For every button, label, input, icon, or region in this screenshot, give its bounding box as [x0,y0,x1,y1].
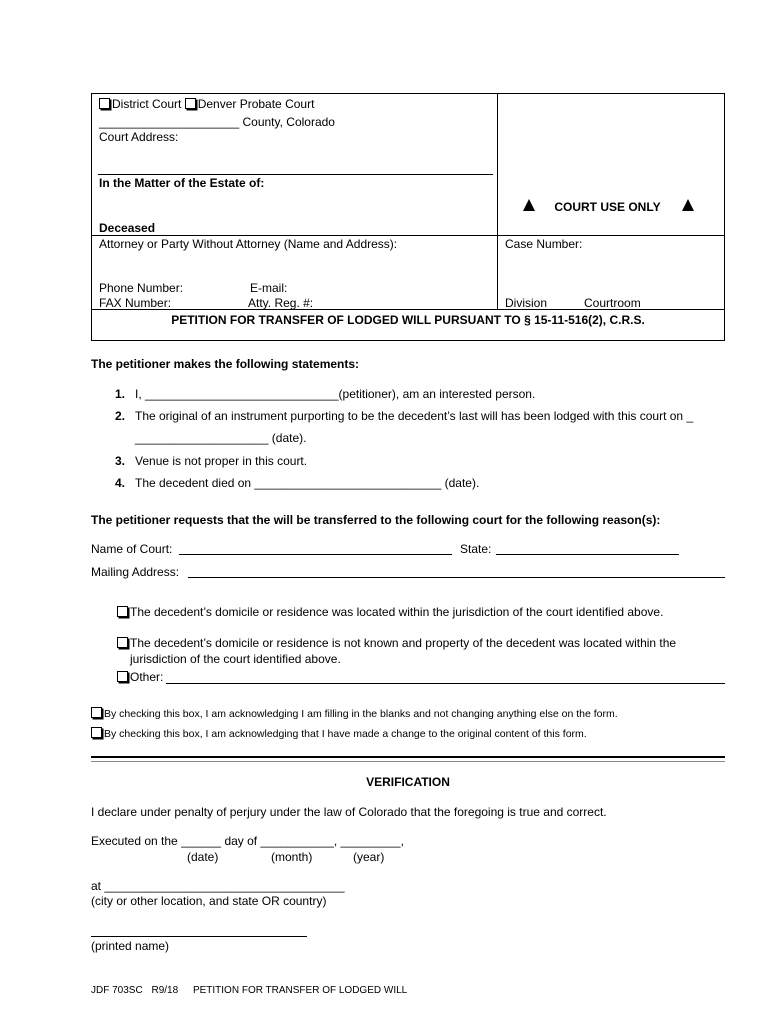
reason-2-checkbox[interactable] [117,637,128,648]
ack-2-label: By checking this box, I am acknowledging that I have made a change to the original content of this form. [104,728,587,740]
court-address-label: Court Address: [99,130,179,144]
revision: R9/18 [151,985,179,996]
statement-number: 1. [115,387,126,401]
attorney-label: Attorney or Party Without Attorney (Name and Address): [99,237,398,251]
statement-1 [115,388,535,400]
district-court-checkbox[interactable] [99,98,110,109]
ack-1-checkbox[interactable] [91,707,102,718]
statement-text[interactable]: I, _____________________________(petitioner), am an interested person. [135,387,536,401]
statement-text[interactable]: ____________________ (date). [135,431,307,445]
case-number-label: Case Number: [505,237,583,251]
statement-3 [115,455,307,467]
other-label: Other: [130,670,164,684]
email-label: E-mail: [250,281,288,295]
division-label: Division [505,296,548,310]
acknowledgement-1 [91,707,618,720]
courtroom-label: Courtroom [584,296,641,310]
state-label: State: [460,542,492,556]
matter-of-estate-label: In the Matter of the Estate of: [99,176,265,190]
fax-label: FAX Number: [99,296,172,310]
statement-number: 3. [115,454,126,468]
statement-2-date [135,432,307,444]
month-label: (month) [271,850,313,864]
footer-title: PETITION FOR TRANSFER OF LODGED WILL [192,985,408,996]
statement-text[interactable]: The decedent died on ____________________________ (date). [135,476,480,490]
statements-heading: The petitioner makes the following statements: [91,357,360,371]
phone-label: Phone Number: [99,281,184,295]
triangle-up-icon [682,199,694,211]
deceased-label: Deceased [99,221,156,235]
ack-2-checkbox[interactable] [91,727,102,738]
caption-vertical-divider [497,93,498,310]
atty-reg-label: Atty. Reg. #: [248,296,314,310]
request-heading: The petitioner requests that the will be transferred to the following court for the following reason(s): [91,513,661,527]
printed-name-field[interactable] [91,936,307,937]
state-field[interactable] [496,554,679,555]
statement-text: Venue is not proper in this court. [135,454,308,468]
printed-name-label: (printed name) [91,939,170,953]
caption-horizontal-divider-left [91,235,497,236]
at-line[interactable]: at ____________________________________ [91,879,345,893]
date-label: (date) [187,850,219,864]
reason-other [117,671,163,683]
court-selection [99,98,314,110]
denver-probate-checkbox[interactable] [185,98,196,109]
reason-2-label: The decedent’s domicile or residence is not known and property of the decedent was located within the [130,636,677,650]
form-number: JDF 703SC [91,985,143,996]
court-use-only [523,199,694,213]
triangle-up-icon [523,199,535,211]
caption-horizontal-divider-right [497,235,725,236]
ack-1-label: By checking this box, I am acknowledging I am filling in the blanks and not changing anything else on the form. [104,708,618,720]
verification-heading: VERIFICATION [366,775,450,789]
reason-2 [117,637,676,649]
other-field[interactable] [166,683,725,684]
name-of-court-label: Name of Court: [91,542,173,556]
section-divider [91,756,725,758]
estate-divider [98,174,493,175]
reason-2-continued: jurisdiction of the court identified above. [130,652,341,666]
section-divider-thin [91,761,725,762]
year-label: (year) [353,850,385,864]
statement-text[interactable]: The original of an instrument purporting to be the decedent’s last will has been lodged with this court on _ [135,409,694,423]
mailing-address-label: Mailing Address: [91,565,180,579]
reason-1 [117,606,663,618]
county-line[interactable]: _____________________ County, Colorado [99,115,335,129]
denver-probate-label: Denver Probate Court [197,97,315,111]
executed-line[interactable]: Executed on the ______ day of ___________, _________, [91,834,404,848]
declaration-text: I declare under penalty of perjury under the law of Colorado that the foregoing is true and correct. [91,805,607,819]
other-checkbox[interactable] [117,671,128,682]
acknowledgement-2 [91,727,587,740]
statement-2 [115,410,693,422]
reason-1-label: The decedent’s domicile or residence was located within the jurisdiction of the court identified above. [130,605,664,619]
statement-number: 2. [115,409,126,423]
district-court-label: District Court [112,97,182,111]
mailing-address-field[interactable] [188,577,725,578]
footer [91,986,407,996]
location-label: (city or other location, and state OR country) [91,894,327,908]
statement-4 [115,477,479,489]
name-of-court-field[interactable] [179,554,452,555]
court-use-only-label: COURT USE ONLY [554,200,661,214]
statement-number: 4. [115,476,126,490]
form-title: PETITION FOR TRANSFER OF LODGED WILL PURSUANT TO § 15-11-516(2), C.R.S. [171,313,645,327]
reason-1-checkbox[interactable] [117,606,128,617]
